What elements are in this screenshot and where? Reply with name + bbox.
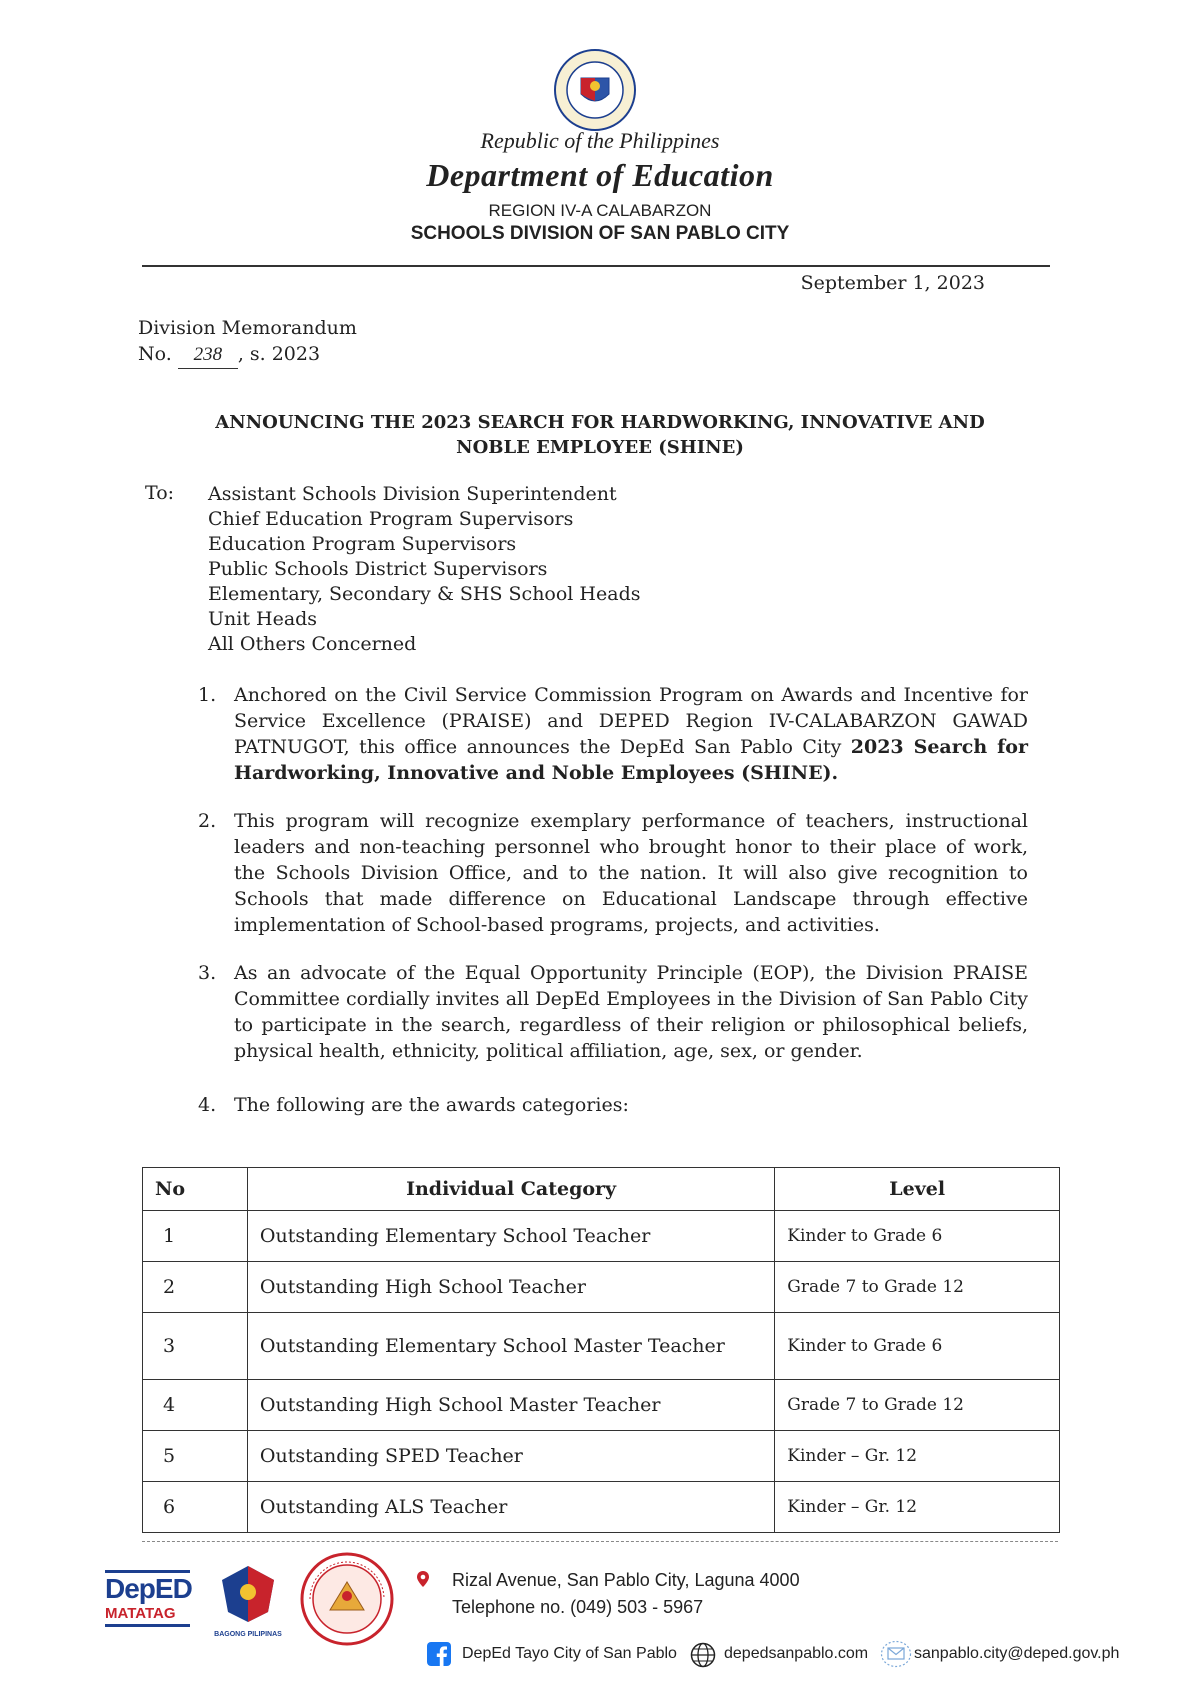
paragraph-text: As an advocate of the Equal Opportunity Principle (EOP), the Division PRAISE Committee cordially invites all DepEd Employees in the Division of San Pablo City to participate in the search, regardless of their religion or philosophical beliefs, physical health, ethnicity, political affiliation, age, sex, or gender. — [234, 962, 1028, 1062]
table-row — [143, 1313, 1060, 1380]
row-number: 5 — [143, 1431, 248, 1482]
department-heading: Department of Education — [426, 157, 774, 193]
paragraph-number: 4. — [198, 1094, 217, 1116]
column-header-no: No — [143, 1168, 248, 1211]
table-row — [143, 1211, 1060, 1262]
table-row — [143, 1380, 1060, 1431]
row-category: Outstanding Elementary School Master Teacher — [247, 1313, 774, 1380]
recipient-list — [208, 482, 640, 657]
memo-number: 238 — [178, 342, 238, 369]
paragraph-number: 1. — [198, 684, 217, 706]
paragraph-text: The following are the awards categories: — [234, 1094, 629, 1116]
table-row — [143, 1262, 1060, 1313]
row-category: Outstanding High School Master Teacher — [247, 1380, 774, 1431]
memo-number-line — [138, 341, 357, 369]
globe-icon — [690, 1642, 716, 1668]
row-level: Kinder to Grade 6 — [775, 1313, 1060, 1380]
row-category: Outstanding ALS Teacher — [247, 1482, 774, 1533]
footer-website-link[interactable]: depedsanpablo.com — [724, 1645, 869, 1662]
row-level: Grade 7 to Grade 12 — [775, 1380, 1060, 1431]
matatag-logo-text: MATATAG — [105, 1605, 176, 1622]
row-category: Outstanding High School Teacher — [247, 1262, 774, 1313]
location-pin-icon — [416, 1570, 430, 1588]
division-heading: SCHOOLS DIVISION OF SAN PABLO CITY — [410, 223, 790, 244]
footer-email-link[interactable]: sanpablo.city@deped.gov.ph — [914, 1645, 1120, 1662]
footer-divider — [142, 1541, 1058, 1542]
row-category: Outstanding Elementary School Teacher — [247, 1211, 774, 1262]
deped-matatag-logo — [105, 1568, 190, 1627]
facebook-icon — [427, 1642, 451, 1666]
column-header-level: Level — [775, 1168, 1060, 1211]
row-level: Grade 7 to Grade 12 — [775, 1262, 1060, 1313]
deped-logo-text: DepED — [105, 1573, 192, 1604]
paragraph-number: 3. — [198, 962, 217, 984]
paragraph-bold-text: 2023 Search for Hardworking, Innovative and Noble Employees (SHINE). — [234, 736, 1028, 784]
paragraph-2 — [198, 808, 1028, 938]
paragraph-text: Anchored on the Civil Service Commission Program on Awards and Incentive for Service Excellence (PRAISE) and DEPED Region IV-CALABARZON GAWAD PATNUGOT, this office announces the DepEd San Pablo City — [234, 684, 1028, 758]
to-label: To: — [145, 482, 175, 504]
row-number: 4 — [143, 1380, 248, 1431]
memo-date: September 1, 2023 — [800, 272, 985, 294]
bagong-pilipinas-text: BAGONG PILIPINAS — [214, 1631, 282, 1638]
recipient-item: Public Schools District Supervisors — [208, 558, 548, 580]
table-row — [143, 1431, 1060, 1482]
table-header-row — [143, 1168, 1060, 1211]
memo-subject: ANNOUNCING THE 2023 SEARCH FOR HARDWORKING, INNOVATIVE AND NOBLE EMPLOYEE (SHINE) — [215, 412, 985, 458]
row-category: Outstanding SPED Teacher — [247, 1431, 774, 1482]
division-seal-logo — [300, 1552, 394, 1646]
memo-type: Division Memorandum — [138, 317, 357, 339]
header-divider — [142, 265, 1050, 267]
recipient-item: All Others Concerned — [208, 633, 417, 655]
paragraph-3 — [198, 960, 1028, 1064]
footer-facebook-link[interactable]: DepEd Tayo City of San Pablo — [462, 1645, 677, 1662]
deped-seal-logo — [553, 48, 637, 132]
row-number: 6 — [143, 1482, 248, 1533]
paragraph-number: 2. — [198, 810, 217, 832]
footer-address: Rizal Avenue, San Pablo City, Laguna 4000 — [452, 1570, 800, 1590]
table-row — [143, 1482, 1060, 1533]
recipient-item: Elementary, Secondary & SHS School Heads — [208, 583, 641, 605]
memo-no-prefix: No. — [138, 343, 178, 365]
paragraph-1 — [198, 682, 1028, 786]
republic-heading: Republic of the Philippines — [480, 128, 720, 153]
bagong-pilipinas-logo — [212, 1560, 284, 1640]
row-number: 3 — [143, 1313, 248, 1380]
footer-telephone: Telephone no. (049) 503 - 5967 — [452, 1597, 704, 1617]
row-number: 1 — [143, 1211, 248, 1262]
recipient-item: Education Program Supervisors — [208, 533, 517, 555]
recipient-item: Chief Education Program Supervisors — [208, 508, 574, 530]
memo-series: , s. 2023 — [237, 343, 321, 365]
paragraph-text: This program will recognize exemplary performance of teachers, instructional leaders and non-teaching personnel who brought honor to their place of work, the Schools Division Office, and to the nation. It will also give recognition to Schools that made difference on Educational Landscape through effective implementation of School-based programs, projects, and activities. — [234, 810, 1028, 936]
awards-category-table — [142, 1167, 1060, 1533]
paragraph-4 — [198, 1092, 1028, 1118]
row-level: Kinder – Gr. 12 — [775, 1482, 1060, 1533]
recipient-item: Assistant Schools Division Superintendent — [208, 483, 617, 505]
row-number: 2 — [143, 1262, 248, 1313]
row-level: Kinder to Grade 6 — [775, 1211, 1060, 1262]
row-level: Kinder – Gr. 12 — [775, 1431, 1060, 1482]
column-header-category: Individual Category — [247, 1168, 774, 1211]
email-icon — [880, 1640, 912, 1668]
recipient-item: Unit Heads — [208, 608, 318, 630]
memo-reference — [138, 315, 357, 369]
region-heading: REGION IV-A CALABARZON — [488, 201, 712, 220]
